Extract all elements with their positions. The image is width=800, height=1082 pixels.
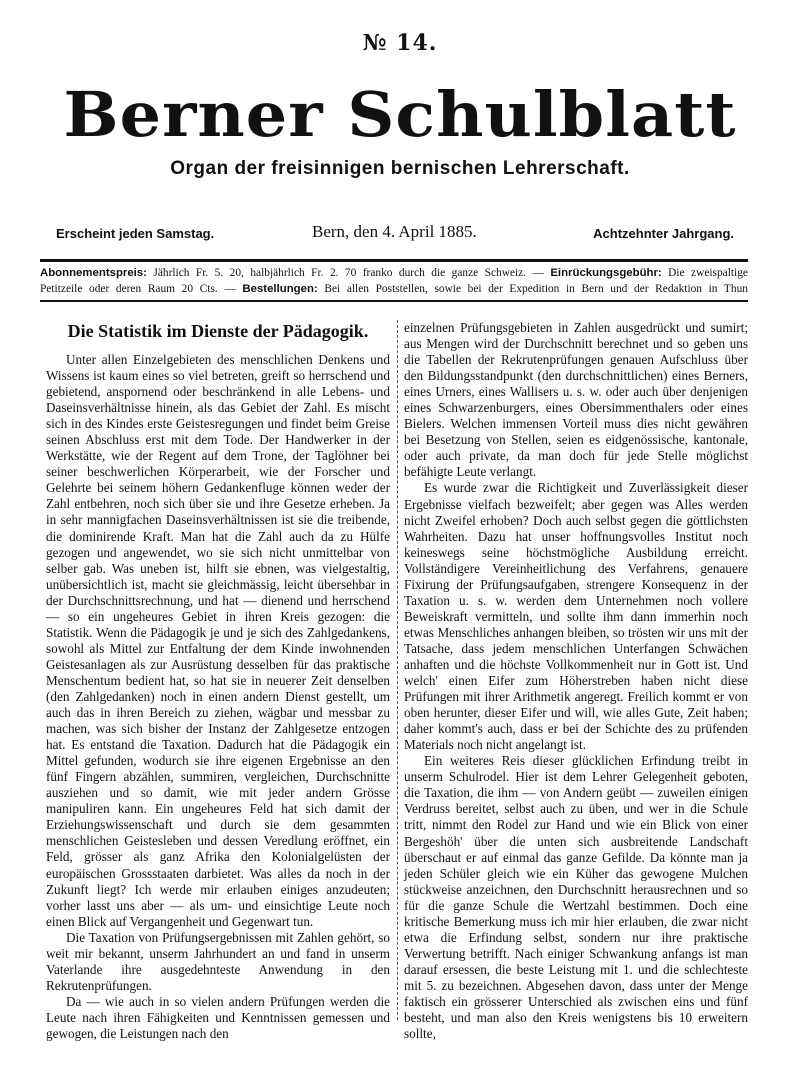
left-paragraph: Unter allen Einzelgebieten des menschlichen Denkens und Wissens ist kaum eines so viel betreten, greift so herrschend und gebietend, anspornend oder beschränkend in alle Lebens- und Daseinsverhältnisse hinein, als das Gebiet der Zahl. Es mischt sich in des Kindes erste Geistesregungen und findet beim Greise seinen Abschluss erst mit dem Tode. Der Handwerker in der Werkstätte, wie der Regent auf dem Trone, der Taglöhner bei seiner beschwerlichen Körperarbeit, wie der Forscher und Gelehrte bei seinem höhern Gedankenfluge können weder der Zahl entbehren, noch sich über sie und ihre Gesetze erheben. Ja in sehr mannigfachen Daseinsverhältnissen ist sie die treibende, die dominirende Kraft. Man hat die Zahl auch da zu Hülfe gezogen und angewendet, wo sie sich nicht unmittelbar von selber gab. Was uneben ist, hilft sie ebnen, was vielgestaltig, unübersichtlich ist, macht sie gleichmässig, leicht übersehbar in der Durchschnittsrechnung, und hat — dienend und herrschend — so ein ungeheures Gebiet in ihren Kreis gezogen: die Statistik. Wenn die Pädagogik je und je sich des Zahlgedankens, sowohl als Mittel zur Entfaltung der dem Kinde inwohnenden Geistesanlagen als zur Ausrüstung desselben für das praktische Menschentum bedient hat, so hat sie in neuerer Zeit denselben (den Zahlgedanken) noch in einen andern Dienst gestellt, um auch das in ihren Bereich zu ziehen, wägbar und messbar zu machen, was sich bisher der Instanz der Zahlgesetze entzogen hat. Es entstand die Taxation. Dadurch hat die Pädagogik ein Mittel gefunden, wodurch sie ihre eigenen Ergebnisse an den fünf Fingern abzählen, summiren, vergleichen, Durchschnitte ausziehen und so damit, wie mit jeder andern Grösse manipuliren kann. Ein ungeheures Feld hat sich damit der Erziehungswissenschaft und durch sie dem gesammten menschlichen Geistesleben und dessen Veredlung eröffnet, ein Feld, grösser als ganz Afrika den Kolonialgelüsten der europäischen Grossstaaten darbietet. Was alles da noch in der Zukunft liegt? Ich werde mir erlauben einiges anzudeuten; vorher lasst uns aber — als um- und einsichtige Leute noch einen Blick auf Vergangenheit und Gegenwart tun. (46, 352, 390, 929)
notice-line-2-text: Petitzeile oder deren Raum 20 Cts. — (40, 283, 236, 295)
volume-year: Achtzehnter Jahrgang. (593, 226, 734, 241)
subscription-text: Jährlich Fr. 5. 20, halbjährlich Fr. 2. 70 franko durch die ganze Schweiz. — (153, 267, 544, 279)
top-rule (40, 259, 748, 262)
newspaper-subtitle: Organ der freisinnigen bernischen Lehrerschaft. (170, 158, 630, 179)
place-date: Bern, den 4. April 1885. (312, 222, 477, 241)
subscription-notice (40, 265, 748, 297)
right-paragraph: Es wurde zwar die Richtigkeit und Zuverlässigkeit dieser Ergebnisse vielfach bezweifelt; aber gegen was Alles werden nicht Zweifel erhoben? Doch auch selbst gegen die göttlichsten Wahrheiten. Dazu hat unser hoffnungsvolles Institut noch keineswegs seine höchstmögliche Ausbildung erreicht. Vollständigere Vereinheitlichung des Verfahrens, genauere Fixirung der Prüfungsaufgaben, strengere Konsequenz in der Taxation u. s. w. werden dem Unternehmen noch vollere Beweiskraft vermitteln, und sollte ihm dann immerhin noch etwas Menschliches anhangen bleiben, so trösten wir uns mit der Tatsache, dass jedem menschlichen Unterfangen Schwächen anhaften und die höchste Vollkommenheit nur in Gott ist. Und welch' einen Eifer zum Höherstreben haben nicht diese Prüfungen mit ihrer Arithmetik angeregt. Freilich kommt er von oben herunter, dieser Eifer und will, wie alles Gute, Zeit haben; daher kommt's auch, dass er bei der Schichte des zu prüfenden Materials noch nicht angelangt ist. (404, 480, 748, 753)
left-paragraph: Da — wie auch in so vielen andern Prüfungen werden die Leute nach ihren Fähigkeiten und Kenntnissen gemessen und gewogen, die Leistungen nach den (46, 993, 390, 1041)
article-heading: Die Statistik im Dienste der Pädagogik. (67, 321, 369, 341)
notice-line-1 (40, 265, 748, 281)
left-paragraph: Die Taxation von Prüfungsergebnissen mit Zahlen gehört, so weit mir bekannt, unserm Jahrhundert an und fand in unserm Vaterlande ihre ausgedehnteste Anwendung in den Rekrutenprüfungen. (46, 929, 390, 993)
publication-frequency: Erscheint jeden Samstag. (56, 226, 215, 241)
bottom-rule (40, 300, 748, 302)
newspaper-title: Berner Schulblatt (63, 78, 737, 151)
right-column (404, 320, 748, 1042)
notice-line-2 (40, 281, 748, 297)
orders-label: Bestellungen: (242, 283, 318, 295)
subscription-label: Abonnementspreis: (40, 267, 147, 279)
insertion-label: Einrückungsgebühr: (550, 267, 662, 279)
issue-number: № 14. (362, 30, 438, 56)
orders-text: Bei allen Poststellen, sowie bei der Expedition in Bern und der Redaktion in Thun (324, 283, 748, 295)
right-paragraph: Ein weiteres Reis dieser glücklichen Erfindung treibt in unserm Schulrodel. Hier ist dem Lehrer Gelegenheit geboten, die Taxation, die ihm — von Andern geübt — zuweilen einigen Verdruss bereitet, selbst auch zu üben, und wer in die Schule tritt, nimmt den Rodel zur Hand und wie ein Blick von einer Bergeshöh' über die unten sich ausbreitende Landschaft überschaut er auf einmal das ganze Gefilde. Da könnte man ja jeden Schüler gleich wie ein Küher das gewogene Mulchen stückweise anzeichnen, den Durchschnitt herausrechnen und so für die ganze Schule die Wertzahl bestimmen. Doch eine kritische Bemerkung muss ich mir hier erlauben, die zwar nicht etwa die Erfindung selbst, sondern nur ihre praktische Verwertung betrifft. Nach einiger Schwankung anfangs ist man darauf ersessen, die beste Leistung mit 1. und die schlechteste mit 5. zu bezeichnen. Abgesehen davon, dass unter der Menge faktisch ein grösserer Unterschied als zwischen eins und fünf besteht, und man also den Kreis wenigstens bis 10 erweitern sollte, (404, 753, 748, 1042)
insertion-text: Die zweispaltige (668, 267, 748, 279)
column-divider (397, 320, 398, 1020)
left-column (46, 320, 390, 1042)
right-paragraph: einzelnen Prüfungsgebieten in Zahlen ausgedrückt und sumirt; aus Mengen wird der Durchschnitt berechnet und so geben uns die Tabellen der Rekrutenprüfungen genauen Aufschluss über den Bildungsstandpunkt (den durchschnittlichen) eines Berners, eines Urners, eines Wallisers u. s. w. oder auch über denjenigen eines Schwarzenburgers, eines Obersimmenthalers oder eines Bielers. Welchen immensen Vorteil muss dies nicht gewähren bei Besetzung von Stellen, seien es eidgenössische, kantonale, oder auch private, da man doch für jede Stelle möglichst befähigte Leute verlangt. (404, 320, 748, 480)
